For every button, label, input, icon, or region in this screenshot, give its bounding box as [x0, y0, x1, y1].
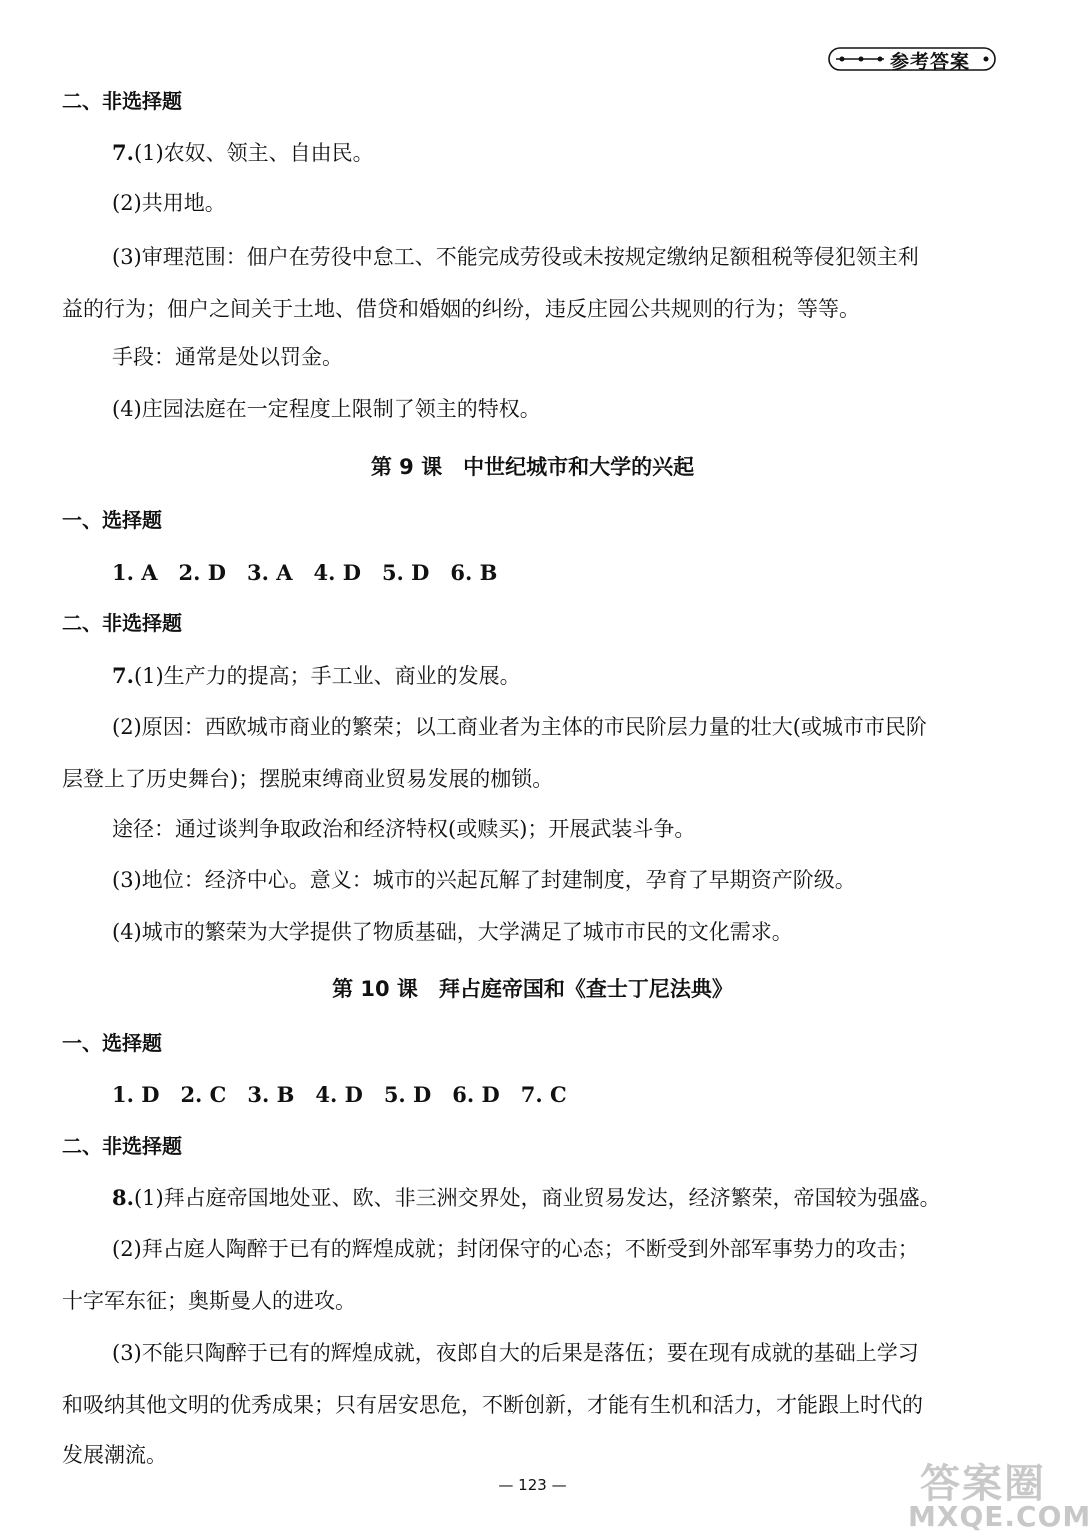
- answer-line: 益的行为；佃户之间关于土地、借贷和婚姻的纠纷，违反庄园公共规则的行为；等等。: [62, 297, 860, 321]
- watermark-domain: MXQE.COM: [908, 1500, 1091, 1533]
- question-number: 7.: [112, 663, 134, 688]
- choice-answers: 1. A 2. D 3. A 4. D 5. D 6. B: [112, 560, 498, 585]
- answer-line: 层登上了历史舞台)；摆脱束缚商业贸易发展的枷锁。: [62, 767, 554, 791]
- header-label: 参考答案: [890, 51, 971, 73]
- section-heading: 二、非选择题: [62, 89, 182, 113]
- section-heading: 一、选择题: [62, 1031, 162, 1055]
- section-heading: 二、非选择题: [62, 1134, 182, 1158]
- answer-line: [112, 661, 521, 691]
- answer-line: 和吸纳其他文明的优秀成果；只有居安思危，不断创新，才能有生机和活力，才能跟上时代的: [62, 1393, 923, 1417]
- watermark-text: 答案圈: [920, 1461, 1046, 1507]
- answer-text: (1)生产力的提高；手工业、商业的发展。: [133, 664, 521, 688]
- answer-line: 途径：通过谈判争取政治和经济特权(或赎买)；开展武装斗争。: [112, 817, 696, 841]
- watermark-logo: [900, 1452, 1091, 1533]
- answer-text: (1)拜占庭帝国地处亚、欧、非三洲交界处，商业贸易发达，经济繁荣，帝国较为强盛。: [133, 1186, 941, 1210]
- page-number: — 123 —: [498, 1476, 567, 1494]
- answer-text: (1)农奴、领主、自由民。: [133, 141, 374, 165]
- question-number: 8.: [112, 1185, 134, 1210]
- answer-line: (3)不能只陶醉于已有的辉煌成就，夜郎自大的后果是落伍；要在现有成就的基础上学习: [112, 1341, 919, 1365]
- answer-line: 发展潮流。: [62, 1443, 167, 1467]
- answer-line: (4)城市的繁荣为大学提供了物质基础，大学满足了城市市民的文化需求。: [112, 920, 793, 944]
- choice-answers: 1. D 2. C 3. B 4. D 5. D 6. D 7. C: [112, 1082, 567, 1107]
- header-answer-tag: [828, 46, 998, 72]
- answer-line: (2)拜占庭人陶醉于已有的辉煌成就；封闭保守的心态；不断受到外部军事势力的攻击；: [112, 1237, 919, 1261]
- answer-line: [112, 1183, 941, 1213]
- section-heading: 二、非选择题: [62, 611, 182, 635]
- answer-line: (2)原因：西欧城市商业的繁荣；以工商业者为主体的市民阶层力量的壮大(或城市市民阶: [112, 715, 927, 739]
- answer-line: (4)庄园法庭在一定程度上限制了领主的特权。: [112, 397, 541, 421]
- answer-line: (3)地位：经济中心。意义：城市的兴起瓦解了封建制度，孕育了早期资产阶级。: [112, 868, 856, 892]
- lesson-title: 第 9 课 中世纪城市和大学的兴起: [370, 455, 695, 479]
- lesson-title: 第 10 课 拜占庭帝国和《查士丁尼法典》: [332, 977, 733, 1001]
- question-number: 7.: [112, 140, 134, 165]
- answer-line: 手段：通常是处以罚金。: [112, 345, 343, 369]
- answer-line: [112, 138, 374, 168]
- answer-line: (3)审理范围：佃户在劳役中怠工、不能完成劳役或未按规定缴纳足额租税等侵犯领主利: [112, 245, 919, 269]
- answer-line: (2)共用地。: [112, 191, 226, 215]
- section-heading: 一、选择题: [62, 508, 162, 532]
- answer-line: 十字军东征；奥斯曼人的进攻。: [62, 1289, 356, 1313]
